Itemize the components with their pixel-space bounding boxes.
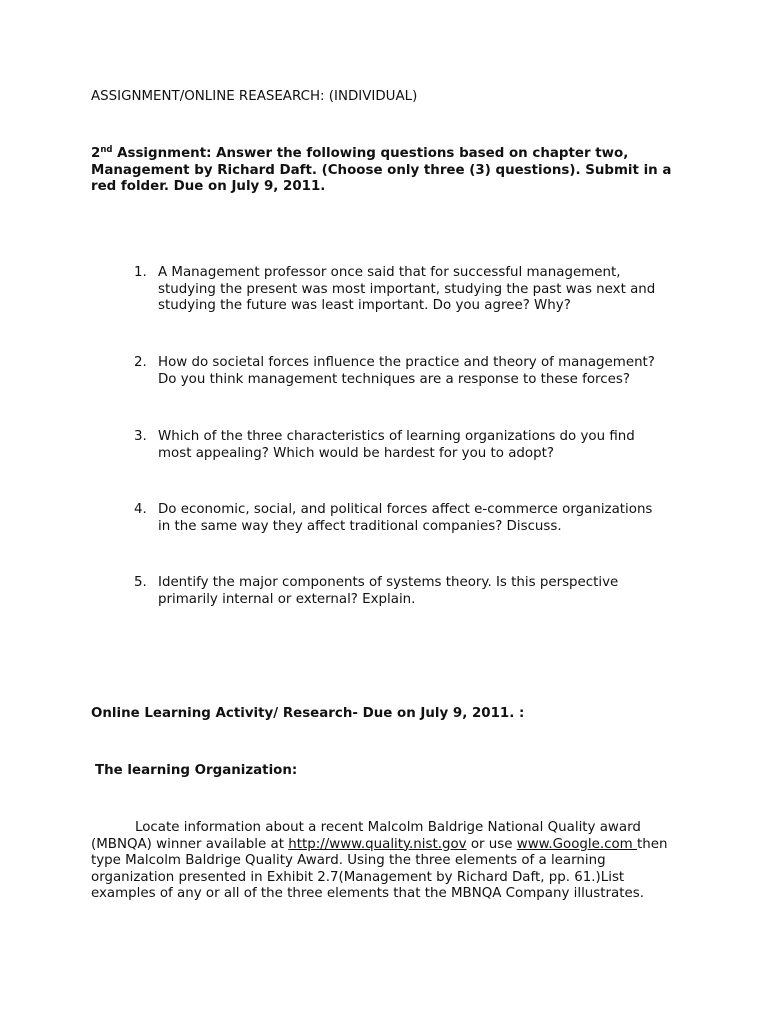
question-line: studying the present was most important, studying the past was next and [158,281,656,297]
paragraph-text: Locate information about a recent Malcolm Baldrige National Quality award (MBNQA) winner available at [91,820,641,852]
google-link[interactable]: www.Google.com [516,836,637,852]
paragraph-text: or use [466,836,517,852]
assignment-ordinal-suffix: nd [100,145,113,155]
question-number: 5. [134,575,147,590]
question-line: studying the future was least important. Do you agree? Why? [158,298,571,314]
assignment-number: 2 [91,146,101,161]
question-line: most appealing? Which would be hardest for you to adopt? [158,445,554,461]
question-number: 1. [134,265,147,280]
question-line: in the same way they affect traditional companies? Discuss. [158,518,562,534]
question-text [158,575,698,608]
document-heading: ASSIGNMENT/ONLINE REASEARCH: (INDIVIDUAL) [91,89,418,104]
question-line: Do you think management techniques are a response to these forces? [158,371,630,387]
activity-paragraph [91,820,671,903]
research-section-title: Online Learning Activity/ Research- Due on July 9, 2011. : [91,706,525,721]
question-number: 4. [134,502,147,517]
question-number: 2. [134,355,147,370]
question-text [158,265,698,315]
assignment-text: Assignment: Answer the following questions based on chapter two, Management by Richard Daft. (Choose only three (3) questions). Submit in a red folder. Due on July 9, 2011. [91,146,672,195]
learning-organization-title: The learning Organization: [95,763,298,778]
question-line: Which of the three characteristics of learning organizations do you find [158,429,635,444]
question-text [158,502,698,535]
question-text [158,355,698,388]
question-text [158,429,698,462]
question-line: A Management professor once said that for successful management, [158,265,621,280]
question-line: Do economic, social, and political forces affect e-commerce organizations [158,502,653,517]
question-line: primarily internal or external? Explain. [158,591,416,607]
assignment-instructions [91,146,691,196]
question-line: How do societal forces influence the practice and theory of management? [158,355,655,370]
question-line: Identify the major components of systems theory. Is this perspective [158,575,619,590]
question-number: 3. [134,429,147,444]
quality-nist-link[interactable]: http://www.quality.nist.gov [288,836,467,852]
paragraph-text: then type Malcolm Baldrige Quality Award. Using the three elements of a learning organization presented in Exhibit 2.7(Management by Richard Daft, pp. 61.)List examples of any or all of the three elements that the MBNQA Company illustrates. [91,836,668,902]
